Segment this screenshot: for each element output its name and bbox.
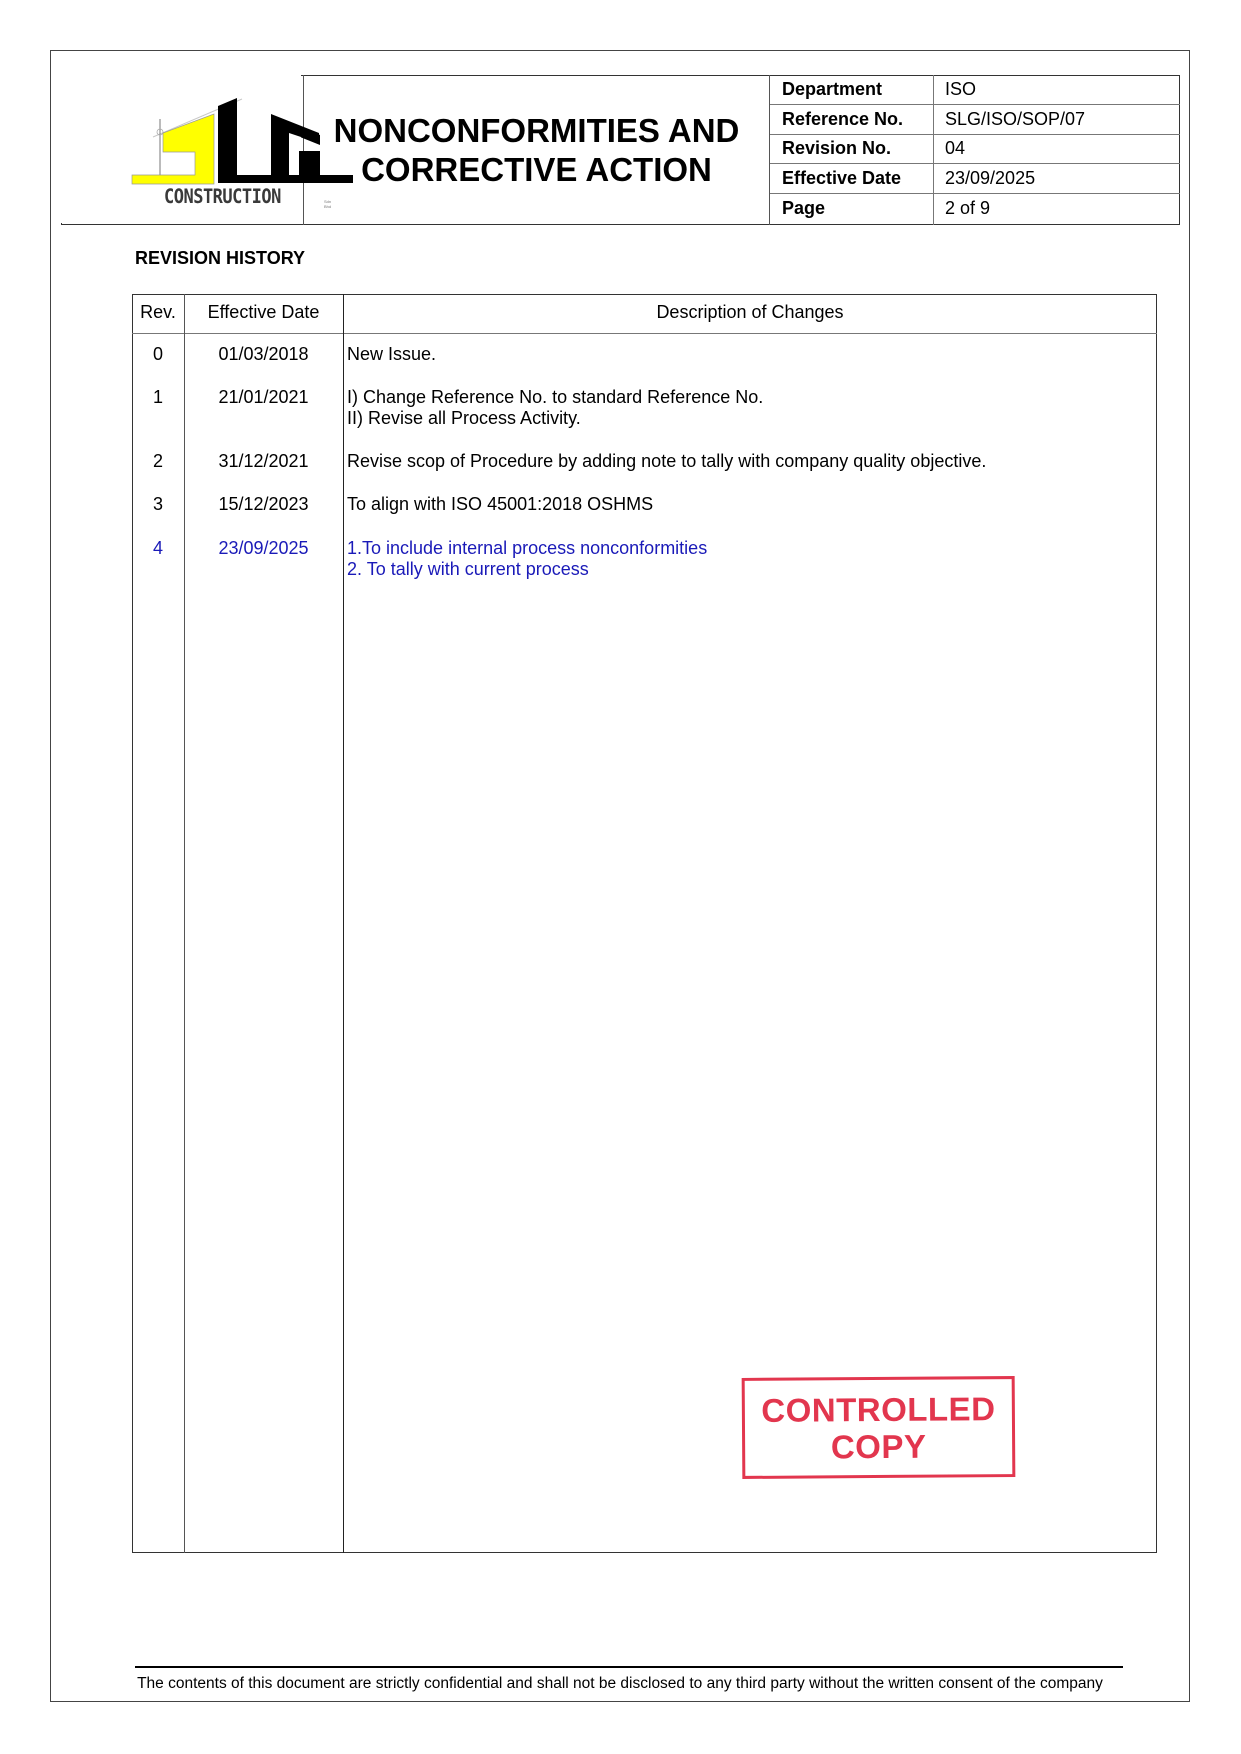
company-logo — [61, 75, 332, 225]
info-row-revision — [770, 134, 1180, 164]
document-title — [304, 75, 770, 225]
info-label: Effective Date — [782, 168, 902, 188]
table-row-date: 31/12/2021 — [218, 451, 309, 471]
table-row-description: I) Change Reference No. to standard Reference No. — [347, 387, 764, 407]
info-row-reference — [770, 105, 1180, 135]
table-row-rev: 1 — [152, 387, 163, 407]
info-value: SLG/ISO/SOP/07 — [945, 109, 1086, 129]
info-column-divider — [933, 75, 934, 225]
table-row-description: 1.To include internal process nonconformities — [347, 538, 708, 558]
footer-divider — [135, 1666, 1123, 1668]
logo-reg-no: Sdn Bhd — [324, 199, 332, 209]
table-row-date: 23/09/2025 — [218, 538, 309, 558]
title-line-1: NONCONFORMITIES AND — [333, 112, 740, 149]
table-row-rev: 4 — [152, 538, 163, 558]
table-row-date: 21/01/2021 — [218, 387, 309, 407]
table-row-description: New Issue. — [347, 344, 437, 364]
section-title: REVISION HISTORY — [135, 248, 306, 268]
document-info-table — [770, 75, 1180, 225]
info-row-effective-date — [770, 164, 1180, 194]
table-column-divider — [343, 294, 344, 1553]
table-row-description: II) Revise all Process Activity. — [347, 408, 581, 428]
logo-wordmark: CONSTRUCTION — [164, 185, 281, 209]
column-header-rev: Rev. — [140, 302, 176, 322]
table-row-date: 01/03/2018 — [218, 344, 309, 364]
table-row-description: Revise scop of Procedure by adding note to tally with company quality objective. — [347, 451, 987, 471]
controlled-copy-stamp — [742, 1376, 1016, 1479]
column-header-description: Description of Changes — [656, 302, 844, 322]
table-row-description: To align with ISO 45001:2018 OSHMS — [347, 494, 654, 514]
info-value: 23/09/2025 — [945, 168, 1036, 188]
stamp-line-2: COPY — [830, 1427, 927, 1465]
info-value: ISO — [945, 79, 977, 99]
info-row-page — [770, 194, 1180, 225]
stamp-line-1: CONTROLLED — [761, 1389, 996, 1429]
info-value: 2 of 9 — [945, 198, 991, 218]
info-label: Department — [782, 79, 883, 99]
info-label: Reference No. — [782, 109, 904, 129]
info-label: Revision No. — [782, 138, 892, 158]
table-row-rev: 2 — [152, 451, 163, 471]
table-header-divider — [132, 333, 1157, 334]
info-label: Page — [782, 198, 826, 218]
revision-history-table — [132, 294, 1157, 1553]
table-row-date: 15/12/2023 — [218, 494, 309, 514]
table-column-divider — [184, 294, 185, 1553]
table-row-rev: 0 — [152, 344, 163, 364]
table-row-description: 2. To tally with current process — [347, 559, 589, 579]
confidentiality-notice: The contents of this document are strictly confidential and shall not be disclosed to any third party without the written consent of the company — [137, 1675, 1103, 1692]
info-row-department — [770, 75, 1180, 105]
info-value: 04 — [945, 138, 966, 158]
title-line-2: CORRECTIVE ACTION — [361, 151, 712, 188]
table-row-rev: 3 — [152, 494, 163, 514]
logo-overlay — [61, 75, 332, 223]
column-header-date: Effective Date — [207, 302, 320, 322]
